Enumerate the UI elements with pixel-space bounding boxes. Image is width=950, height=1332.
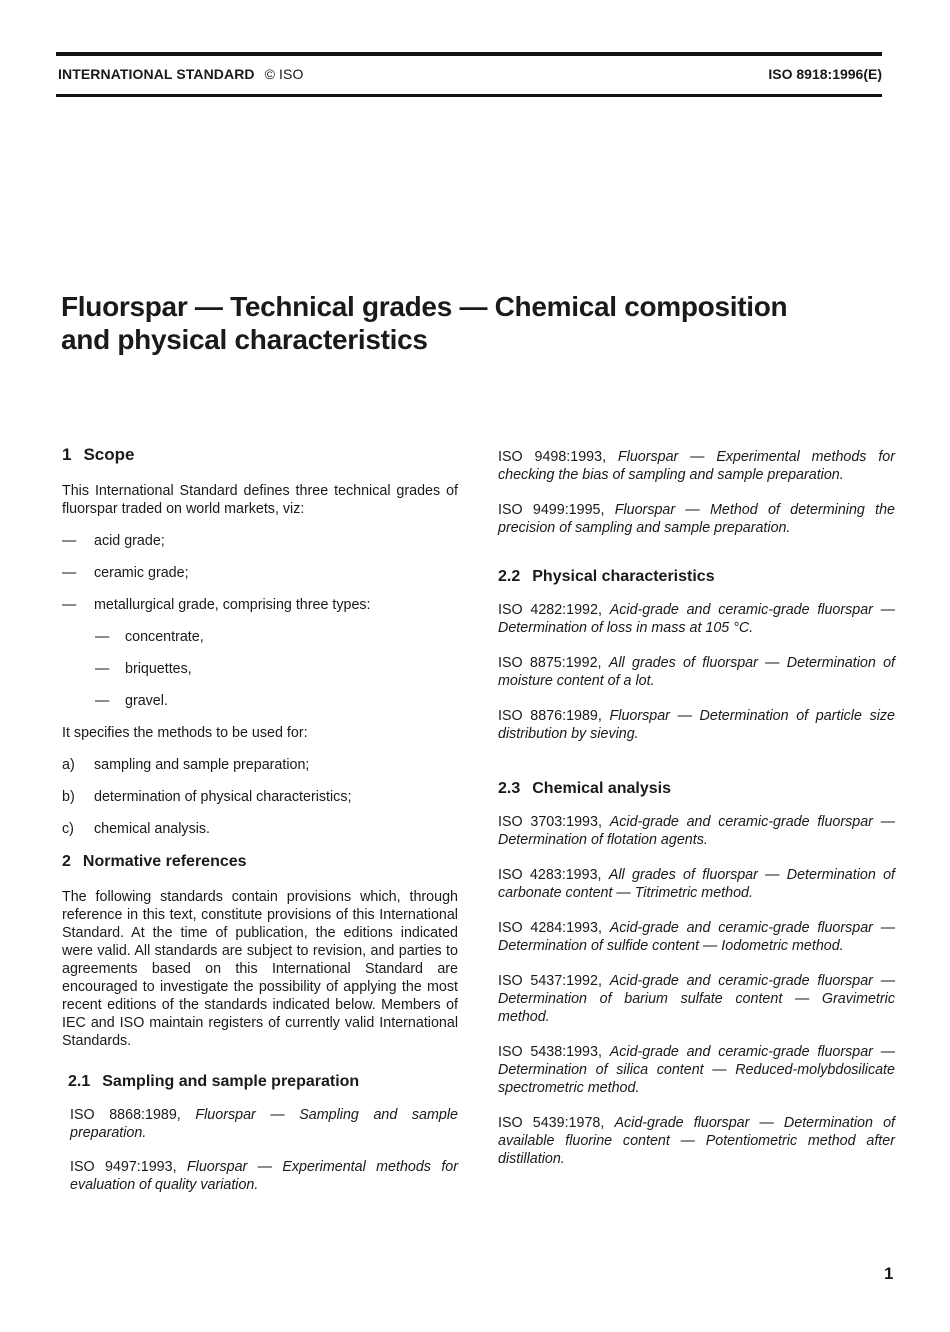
reference-title: All grades of fluorspar — Determination of carbonate content — Titrimetric method. — [498, 867, 896, 901]
section-2-1-number: 2.1 — [68, 1073, 91, 1090]
title-line-2: and physical characteristics — [61, 324, 428, 355]
reference-code: ISO 3703:1993, — [498, 814, 602, 830]
reference-code: ISO 8875:1992, — [498, 655, 602, 671]
normative-body: The following standards contain provisions which, through reference in this text, constitute provisions of this International Standard. At the time of publication, the editions indicated were valid. All standards are subject to revision, and parties to agreements based on this International Standard are encouraged to investigate the possibility of applying the most recent editions of the standards indicated below. Members of IEC and ISO maintain registers of currently valid International Standards. — [62, 889, 458, 1049]
grade-item — [62, 532, 458, 550]
reference-title: Fluorspar — Method of determining the precision of sampling and sample preparation. — [498, 502, 895, 536]
method-text: chemical analysis. — [94, 821, 211, 837]
reference-title: Fluorspar — Experimental methods for evaluation of quality variation. — [70, 1159, 458, 1193]
reference-title: Acid-grade fluorspar — Determination of available fluorine content — Potentiometric method after distillation. — [498, 1115, 895, 1167]
type-item — [62, 660, 458, 678]
reference-iso-4283 — [498, 866, 895, 902]
reference-iso-5439 — [498, 1114, 895, 1168]
reference-title: Fluorspar — Determination of particle size distribution by sieving. — [498, 708, 895, 742]
methods-intro: It specifies the methods to be used for: — [62, 725, 308, 741]
reference-title: Acid-grade and ceramic-grade fluorspar — Determination of barium sulfate content — Gravimetric method. — [498, 973, 895, 1025]
reference-iso-9497 — [70, 1158, 458, 1194]
reference-iso-3703 — [498, 813, 895, 849]
type-dash: — — [95, 629, 110, 645]
reference-title: Fluorspar — Sampling and sample preparation. — [70, 1107, 458, 1141]
reference-code: ISO 9498:1993, — [498, 449, 607, 465]
header-standard-text: INTERNATIONAL STANDARD — [58, 66, 255, 82]
section-1-heading — [62, 444, 458, 466]
grade-item — [62, 564, 458, 582]
grade-text: metallurgical grade, comprising three types: — [94, 597, 371, 613]
type-dash: — — [95, 693, 110, 709]
section-2-2-number: 2.2 — [498, 568, 521, 585]
grade-text: ceramic grade; — [94, 565, 189, 581]
section-2-2-heading — [498, 567, 895, 587]
reference-title: Fluorspar — Experimental methods for checking the bias of sampling and sample preparation. — [498, 449, 895, 483]
reference-code: ISO 8868:1989, — [70, 1107, 181, 1123]
reference-iso-4284 — [498, 919, 895, 955]
grade-item — [62, 596, 458, 614]
title-line-1: Fluorspar — Technical grades — Chemical composition — [61, 291, 788, 322]
reference-iso-5438 — [498, 1043, 895, 1097]
header-copyright: © ISO — [264, 66, 304, 82]
reference-iso-5437 — [498, 972, 895, 1026]
grade-dash: — — [62, 565, 77, 581]
reference-code: ISO 4284:1993, — [498, 920, 602, 936]
header-document-number: ISO 8918:1996(E) — [768, 66, 882, 82]
method-text: determination of physical characteristics; — [94, 789, 352, 805]
scope-intro: This International Standard defines three technical grades of fluorspar traded on world markets, viz: — [62, 483, 458, 517]
header-rule-bottom — [56, 94, 882, 97]
header-standard-label — [58, 66, 303, 82]
method-marker: a) — [62, 757, 75, 773]
section-1-title: Scope — [83, 445, 135, 464]
reference-title: Acid-grade and ceramic-grade fluorspar — Determination of silica content — Reduced-molybdosilicate spectrometric method. — [498, 1044, 895, 1096]
type-text: concentrate, — [125, 629, 204, 645]
reference-code: ISO 9499:1995, — [498, 502, 605, 518]
reference-code: ISO 8876:1989, — [498, 708, 602, 724]
reference-code: ISO 4282:1992, — [498, 602, 602, 618]
method-item — [62, 820, 458, 838]
reference-code: ISO 5439:1978, — [498, 1115, 605, 1131]
section-2-number: 2 — [62, 853, 71, 870]
reference-code: ISO 5437:1992, — [498, 973, 602, 989]
reference-iso-8875 — [498, 654, 895, 690]
document-title — [61, 290, 861, 356]
reference-iso-4282 — [498, 601, 895, 637]
reference-title: All grades of fluorspar — Determination of moisture content of a lot. — [498, 655, 896, 689]
section-2-heading — [62, 852, 458, 872]
left-column — [62, 444, 458, 1194]
method-marker: b) — [62, 789, 75, 805]
type-item — [62, 692, 458, 710]
section-2-title: Normative references — [82, 853, 247, 870]
type-item — [62, 628, 458, 646]
reference-code: ISO 5438:1993, — [498, 1044, 602, 1060]
type-text: gravel. — [125, 693, 168, 709]
reference-iso-8876 — [498, 707, 895, 743]
section-2-1-title: Sampling and sample preparation — [102, 1073, 360, 1090]
section-2-3-title: Chemical analysis — [532, 780, 671, 797]
method-item — [62, 788, 458, 806]
method-item — [62, 756, 458, 774]
right-column — [498, 448, 895, 1168]
method-marker: c) — [62, 821, 74, 837]
method-text: sampling and sample preparation; — [94, 757, 310, 773]
reference-code: ISO 9497:1993, — [70, 1159, 177, 1175]
grade-text: acid grade; — [94, 533, 165, 549]
reference-title: Acid-grade and ceramic-grade fluorspar — Determination of loss in mass at 105 °C. — [498, 602, 895, 636]
type-dash: — — [95, 661, 110, 677]
grade-dash: — — [62, 533, 77, 549]
header-rule-top — [56, 52, 882, 56]
type-text: briquettes, — [125, 661, 192, 677]
reference-title: Acid-grade and ceramic-grade fluorspar — Determination of sulfide content — Iodometric method. — [498, 920, 895, 954]
section-2-3-number: 2.3 — [498, 780, 521, 797]
grade-dash: — — [62, 597, 77, 613]
reference-iso-8868 — [70, 1106, 458, 1142]
section-2-2-title: Physical characteristics — [532, 568, 715, 585]
section-2-3-heading — [498, 779, 895, 799]
reference-code: ISO 4283:1993, — [498, 867, 602, 883]
section-1-number: 1 — [62, 445, 72, 464]
reference-iso-9499 — [498, 501, 895, 537]
reference-iso-9498 — [498, 448, 895, 484]
page-number: 1 — [884, 1264, 894, 1283]
reference-title: Acid-grade and ceramic-grade fluorspar — Determination of flotation agents. — [498, 814, 895, 848]
section-2-1-heading — [68, 1072, 458, 1092]
